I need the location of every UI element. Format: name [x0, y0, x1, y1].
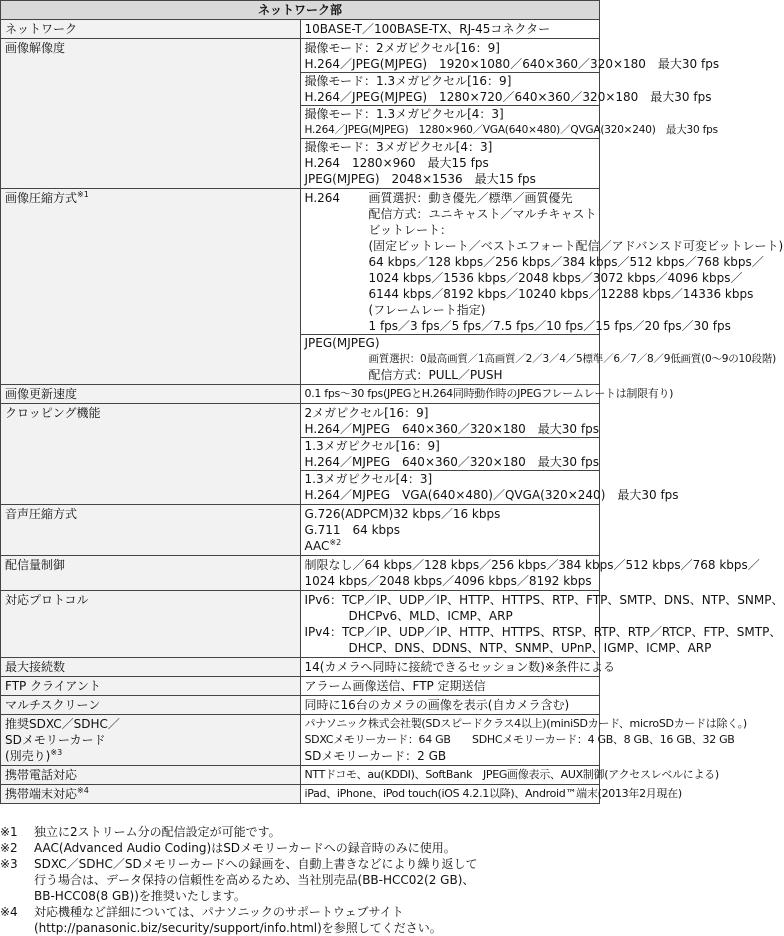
footnote-mark: ※4	[0, 905, 18, 919]
value-line: H.264／JPEG(MJPEG) 1920×1080／640×360／320×180 最大30 fps	[304, 57, 720, 71]
note-mark: ※4	[77, 786, 89, 795]
note-mark: ※3	[50, 748, 63, 757]
footnote	[0, 840, 600, 856]
value-line: 64 kbps／128 kbps／256 kbps／384 kbps／512 kbps／768 kbps／	[368, 255, 764, 269]
value-line: H.264／JPEG(MJPEG) 1280×720／640×360／320×180 最大30 fps	[304, 90, 712, 104]
row-protocol	[1, 591, 600, 658]
row-bandwidth	[1, 556, 600, 591]
row-max-connections	[1, 658, 600, 677]
row-label	[1, 785, 301, 804]
row-value	[300, 505, 600, 556]
row-network	[1, 20, 600, 39]
protocol-key: IPv6：	[304, 593, 343, 607]
value-line: 6144 kbps／8192 kbps／10240 kbps／12288 kbps／14336 kbps	[368, 287, 754, 301]
row-cropping	[1, 404, 600, 505]
row-value: 0.1 fps〜30 fps(JPEGとH.264同時動作時のJPEGフレームレートは制限有り)	[300, 385, 600, 404]
mode-line: 1.3メガピクセル[4：3]	[301, 470, 600, 487]
row-value	[300, 591, 784, 658]
row-sd-card	[1, 715, 600, 766]
row-value: アラーム画像送信、FTP 定期送信	[300, 677, 600, 696]
value-line: 制限なし／64 kbps／128 kbps／256 kbps／384 kbps／512 kbps／768 kbps／	[304, 558, 760, 572]
row-value	[300, 715, 747, 766]
row-value	[300, 404, 679, 505]
label-text: 推奨SDXC／SDHC／	[5, 717, 120, 731]
value-line: JPEG(MJPEG) 2048×1536 最大15 fps	[304, 172, 536, 186]
value-line: TCP／IP、UDP／IP、HTTP、HTTPS、RTSP、RTP、RTP／RTCP、FTP、SMTP、	[342, 625, 782, 639]
row-compression	[1, 189, 600, 385]
codec-key: JPEG(MJPEG)	[301, 334, 600, 351]
value-line: H.264／JPEG(MJPEG) 1280×960／VGA(640×480)／QVGA(320×240) 最大30 fps	[304, 124, 718, 136]
footnote-text: AAC(Advanced Audio Coding)はSDメモリーカードへの録音時のみに使用。	[34, 841, 456, 855]
row-label: 配信量制御	[1, 556, 301, 591]
footnote-text: 行う場合は、データ保持の信頼性を高めるため、当社別売品(BB-HCC02(2 GB)、	[34, 873, 475, 887]
mode-line: 撮像モード：3メガピクセル[4：3]	[301, 138, 600, 155]
row-value: 10BASE-T／100BASE-TX、RJ-45コネクター	[300, 20, 600, 39]
row-mobile	[1, 766, 600, 785]
row-value: NTTドコモ、au(KDDI)、SoftBank JPEG画像表示、AUX制御(アクセスレベルによる)	[300, 766, 600, 785]
value-line: 配信方式：ユニキャスト／マルチキャスト	[368, 207, 597, 221]
row-value	[300, 39, 720, 189]
row-value	[300, 189, 784, 385]
footnote-text: 独立に2ストリーム分の配信設定が可能です。	[34, 825, 281, 839]
footnote-text: 対応機種など詳細については、パナソニックのサポートウェブサイト	[34, 905, 404, 919]
footnote-mark: ※2	[0, 841, 18, 855]
footnote-text: (http://panasonic.biz/security/support/info.html)を参照してください。	[34, 921, 442, 935]
row-label: 携帯電話対応	[1, 766, 301, 785]
mode-line: 1.3メガピクセル[16：9]	[301, 437, 600, 454]
value-line: 1024 kbps／1536 kbps／2048 kbps／3072 kbps／4096 kbps／	[368, 271, 743, 285]
row-label: 画像更新速度	[1, 385, 301, 404]
value-line: SDXCメモリーカード：64 GB SDHCメモリーカード：4 GB、8 GB、16 GB、32 GB	[304, 733, 735, 746]
footnote	[0, 824, 600, 840]
value-line: G.711 64 kbps	[304, 523, 401, 537]
value-line: ビットレート：	[368, 223, 453, 237]
row-audio	[1, 505, 600, 556]
value-line: (フレームレート指定)	[368, 303, 486, 317]
mode-line: 撮像モード：1.3メガピクセル[4：3]	[301, 105, 600, 122]
value-line: TCP／IP、UDP／IP、HTTP、HTTPS、RTP、FTP、SMTP、DNS、NTP、SNMP、	[342, 593, 784, 607]
value-line: H.264／MJPEG 640×360／320×180 最大30 fps	[304, 455, 599, 469]
label-text: 画像圧縮方式	[5, 191, 78, 205]
row-label: 画像解像度	[1, 39, 301, 189]
value-line	[305, 538, 596, 554]
value-line: 1024 kbps／2048 kbps／4096 kbps／8192 kbps	[304, 574, 592, 588]
row-value: 14(カメラへ同時に接続できるセッション数)※条件による	[300, 658, 600, 677]
row-ftp	[1, 677, 600, 696]
row-label: FTP クライアント	[1, 677, 301, 696]
footnote-mark: ※1	[0, 825, 18, 839]
label-text: SDメモリーカード	[5, 733, 106, 747]
value-line: 画質選択：0最高画質／1高画質／2／3／4／5標準／6／7／8／9低画質(0〜9の10段階)	[368, 353, 777, 365]
row-multiscreen	[1, 696, 600, 715]
note-mark: ※1	[77, 190, 89, 199]
row-label	[1, 189, 301, 385]
mode-line: 2メガピクセル[16：9]	[304, 406, 429, 420]
mode-line: 撮像モード：1.3メガピクセル[16：9]	[301, 72, 600, 89]
value-line: 画質選択：動き優先／標準／画質優先	[368, 191, 573, 205]
mode-line: 撮像モード：2メガピクセル[16：9]	[304, 41, 500, 55]
row-label: 対応プロトコル	[1, 591, 301, 658]
protocol-key: IPv4：	[304, 625, 343, 639]
ipv6-line	[304, 592, 784, 608]
value-line: 配信方式：PULL／PUSH	[368, 368, 503, 382]
row-label: 最大接続数	[1, 658, 301, 677]
row-label: 音声圧縮方式	[1, 505, 301, 556]
ipv4-line	[304, 624, 782, 640]
row-tablet	[1, 785, 600, 804]
value-line: DHCPv6、MLD、ICMP、ARP	[348, 609, 513, 623]
value-line: (固定ビットレート／ベストエフォート配信／アドバンスド可変ビットレート)	[368, 239, 784, 253]
row-value: iPad、iPhone、iPod touch(iOS 4.2.1以降)、Android™端末(2013年2月現在)	[300, 785, 600, 804]
aac-text: AAC	[304, 539, 330, 553]
h264-line	[305, 190, 596, 206]
label-text: (別売り)	[5, 749, 51, 763]
note-mark: ※2	[329, 538, 342, 547]
value-line: 1 fps／3 fps／5 fps／7.5 fps／10 fps／15 fps／20 fps／30 fps	[368, 319, 731, 333]
codec-key: H.264	[304, 191, 341, 205]
row-label: ネットワーク	[1, 20, 301, 39]
footnote	[0, 904, 600, 920]
value-line: H.264／MJPEG VGA(640×480)／QVGA(320×240) 最大30 fps	[304, 488, 679, 502]
label-line	[5, 748, 296, 764]
value-line: SDメモリーカード：2 GB	[304, 749, 447, 763]
value-line: H.264 1280×960 最大15 fps	[304, 156, 489, 170]
row-label	[1, 715, 301, 766]
row-value: 同時に16台のカメラの画像を表示(自カメラ含む)	[300, 696, 600, 715]
footnotes	[0, 824, 600, 936]
footnote-text: SDXC／SDHC／SDメモリーカードへの録画を、自動上書きなどにより繰り返して	[34, 857, 478, 871]
value-line: パナソニック株式会社製(SDスピードクラス4以上)(miniSDカード、microSDカードは除く。)	[304, 717, 747, 730]
row-refresh	[1, 385, 600, 404]
footnote-text: BB-HCC08(8 GB))を推奨いたします。	[34, 889, 246, 903]
footnote	[0, 856, 600, 872]
row-label: マルチスクリーン	[1, 696, 301, 715]
label-text: 携帯端末対応	[5, 787, 78, 801]
footnote-mark: ※3	[0, 857, 18, 871]
table-header: ネットワーク部	[1, 1, 600, 20]
value-line: G.726(ADPCM)32 kbps／16 kbps	[304, 507, 501, 521]
value-line: H.264／MJPEG 640×360／320×180 最大30 fps	[304, 422, 599, 436]
row-resolution	[1, 39, 600, 189]
value-line: DHCP、DNS、DDNS、NTP、SNMP、UPnP、IGMP、ICMP、ARP	[348, 641, 712, 655]
row-label: クロッピング機能	[1, 404, 301, 505]
row-value	[300, 556, 760, 591]
